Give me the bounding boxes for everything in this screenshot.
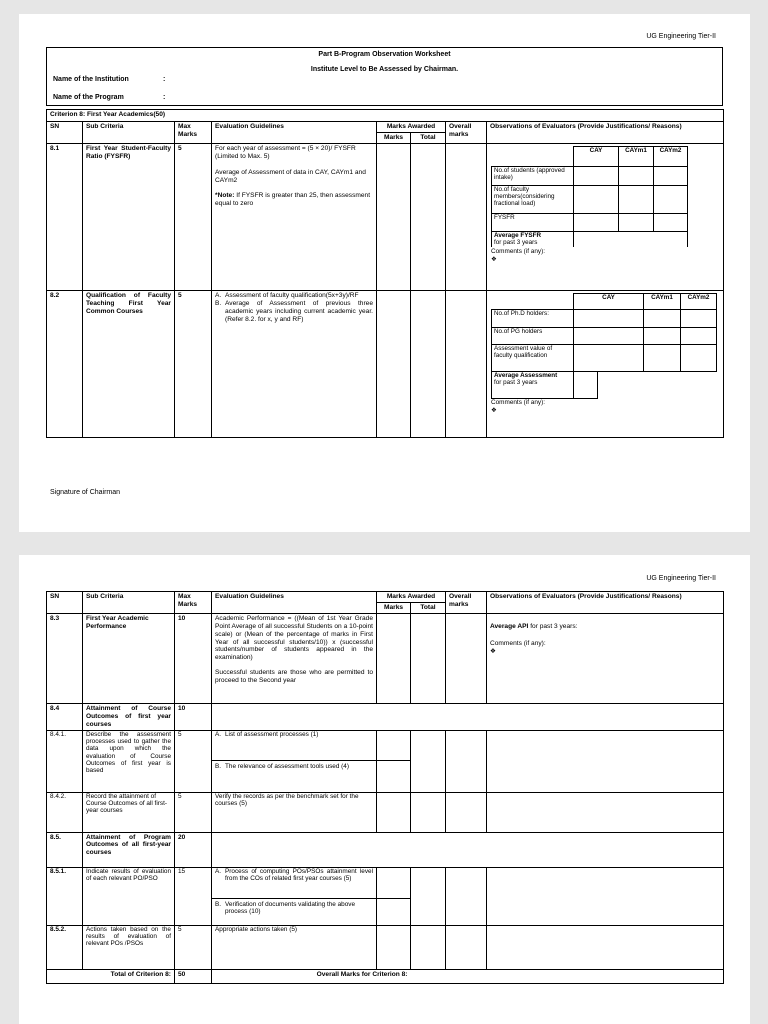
total-label: Total of Criterion 8:	[47, 969, 175, 983]
row-guidelines: Appropriate actions taken (5)	[212, 925, 377, 969]
table-row	[47, 925, 724, 969]
caym1-cell[interactable]	[644, 344, 681, 371]
overall-marks-field[interactable]	[446, 730, 487, 792]
document-page-2	[19, 555, 750, 1024]
row-label: FYSFR	[492, 213, 574, 231]
row-guidelines	[212, 613, 377, 703]
row-sn: 8.4.2.	[47, 792, 83, 832]
page-header: UG Engineering Tier-II	[646, 33, 716, 40]
col-sub-criteria: Sub Criteria	[83, 122, 175, 144]
row-sub-criteria: First Year Student-Faculty Ratio (FYSFR)	[83, 143, 175, 290]
cay-cell[interactable]	[574, 166, 619, 185]
col-total: Total	[411, 602, 446, 613]
row-max-marks: 20	[175, 832, 212, 867]
cay-cell[interactable]	[574, 185, 619, 213]
overall-marks-field[interactable]	[446, 925, 487, 969]
row-max-marks: 5	[175, 925, 212, 969]
cay-cell[interactable]	[574, 327, 644, 344]
observations-cell[interactable]	[487, 143, 724, 290]
caym2-cell[interactable]	[654, 166, 688, 185]
caym1-cell[interactable]	[644, 327, 681, 344]
comments-label: Comments (if any):	[490, 639, 546, 647]
observations-cell[interactable]	[487, 613, 724, 703]
total-field[interactable]	[411, 143, 446, 290]
row-sub-criteria: Attainment of Program Outcomes of all first-year courses	[83, 832, 175, 867]
comments: Comments (if any): ❖	[491, 398, 545, 414]
overall-marks-field[interactable]	[446, 143, 487, 290]
cay-cell[interactable]	[574, 213, 619, 231]
marks-field[interactable]	[377, 760, 411, 792]
col-marks: Marks	[377, 132, 411, 143]
criterion-8-table-page2	[46, 591, 724, 984]
total-value: 50	[175, 969, 212, 983]
row-guidelines: A. Assessment of faculty qualification(5x+3y)/RF B. Average of Assessment of previous three academic years including current academic year.(Refer 8.2. for x, y and RF)	[212, 290, 377, 437]
col-marks: Marks	[377, 602, 411, 613]
guideline-note: *Note: If FYSFR is greater than 25, then assessment equal to zero	[215, 192, 371, 208]
total-field[interactable]	[411, 792, 446, 832]
marks-field[interactable]	[377, 898, 411, 925]
fysfr-data-table	[491, 146, 717, 248]
total-field[interactable]	[411, 290, 446, 437]
total-row	[47, 969, 724, 983]
marks-field[interactable]	[377, 290, 411, 437]
row-label: No.of students (approved intake)	[492, 166, 574, 185]
table-row	[47, 613, 724, 703]
guideline-text: For each year of assessment = (5 × 20)/ FYSFR (Limited to Max. 5)	[215, 144, 356, 160]
marks-field[interactable]	[377, 792, 411, 832]
average-assessment-cell[interactable]	[574, 371, 598, 398]
worksheet-title: Part B-Program Observation Worksheet	[318, 51, 451, 58]
col-caym2: CAYm2	[681, 293, 717, 309]
col-total: Total	[411, 132, 446, 143]
row-label: Assessment value of faculty qualification	[492, 344, 574, 371]
col-overall-marks: Overall marks	[446, 592, 487, 614]
comments: Comments (if any): ❖	[491, 247, 545, 263]
row-sub-criteria: Indicate results of evaluation of each relevant PO/PSO	[83, 867, 175, 925]
col-marks-awarded: Marks Awarded	[377, 122, 446, 133]
col-sub-criteria: Sub Criteria	[83, 592, 175, 614]
row-sn: 8.5.	[47, 832, 83, 867]
table-row	[47, 832, 724, 867]
row-sn: 8.5.2.	[47, 925, 83, 969]
marks-field[interactable]	[377, 143, 411, 290]
row-max-marks: 5	[175, 730, 212, 792]
row-sn: 8.4.1.	[47, 730, 83, 792]
total-field[interactable]	[411, 925, 446, 969]
row-sub-criteria: First Year Academic Performance	[83, 613, 175, 703]
col-evaluation-guidelines: Evaluation Guidelines	[212, 592, 377, 614]
col-marks-awarded: Marks Awarded	[377, 592, 446, 603]
row-sn: 8.1	[47, 143, 83, 290]
marks-field[interactable]	[377, 613, 411, 703]
cay-cell[interactable]	[574, 344, 644, 371]
section-spacer	[212, 703, 724, 730]
total-field[interactable]	[411, 730, 446, 792]
criterion-8-table-page1	[46, 109, 724, 438]
overall-marks-field[interactable]	[446, 867, 487, 925]
caym2-cell[interactable]	[654, 213, 688, 231]
criterion-heading: Criterion 8: First Year Academics(50)	[47, 110, 724, 122]
col-evaluation-guidelines: Evaluation Guidelines	[212, 122, 377, 144]
col-sn: SN	[47, 592, 83, 614]
cay-cell[interactable]	[574, 309, 644, 327]
row-max-marks: 5	[175, 290, 212, 437]
guideline-text: Successful students are those who are permitted to proceed to the Second year	[215, 669, 373, 685]
qualification-data-table	[491, 293, 717, 399]
row-max-marks: 15	[175, 867, 212, 925]
table-row	[47, 730, 724, 760]
row-guidelines: A. List of assessment processes (1)	[212, 730, 377, 760]
average-api: Average API for past 3 years:	[490, 622, 578, 630]
row-sn: 8.2	[47, 290, 83, 437]
row-sn: 8.5.1.	[47, 867, 83, 925]
overall-marks-field[interactable]	[446, 613, 487, 703]
signature-of-chairman: Signature of Chairman	[50, 489, 121, 496]
col-cay: CAY	[574, 293, 644, 309]
col-max-marks: Max Marks	[175, 592, 212, 614]
caym2-cell[interactable]	[681, 344, 717, 371]
marks-field[interactable]	[377, 730, 411, 760]
table-row	[47, 792, 724, 832]
total-field[interactable]	[411, 613, 446, 703]
col-caym1: CAYm1	[644, 293, 681, 309]
row-label: No.of Ph.D holders:	[492, 309, 574, 327]
marks-field[interactable]	[377, 867, 411, 898]
row-max-marks: 5	[175, 143, 212, 290]
row-sn: 8.3	[47, 613, 83, 703]
total-field[interactable]	[411, 867, 446, 925]
caym1-cell[interactable]	[619, 185, 654, 213]
average-assessment-label: Average Assessment for past 3 years	[492, 371, 574, 398]
caym1-cell[interactable]	[644, 309, 681, 327]
col-observations: Observations of Evaluators (Provide Justifications/ Reasons)	[487, 122, 724, 144]
row-sub-criteria: Describe the assessment processes used to gather the data upon which the evaluation of Course Outcomes of first year is based	[83, 730, 175, 792]
row-sub-criteria: Actions taken based on the results of evaluation of relevant POs /PSOs	[83, 925, 175, 969]
caym1-cell[interactable]	[619, 213, 654, 231]
col-caym2: CAYm2	[654, 146, 688, 166]
overall-marks-field[interactable]	[446, 290, 487, 437]
caym2-cell[interactable]	[681, 309, 717, 327]
col-sn: SN	[47, 122, 83, 144]
caym2-cell[interactable]	[654, 185, 688, 213]
row-sub-criteria: Qualification of Faculty Teaching First Year Common Courses	[83, 290, 175, 437]
observations-cell[interactable]	[487, 792, 724, 832]
page-header: UG Engineering Tier-II	[646, 575, 716, 582]
col-caym1: CAYm1	[619, 146, 654, 166]
overall-marks-input[interactable]	[411, 969, 724, 983]
row-sn: 8.4	[47, 703, 83, 730]
overall-label-cell: Overall Marks for Criterion 8:	[212, 969, 411, 983]
col-observations: Observations of Evaluators (Provide Justifications/ Reasons)	[487, 592, 724, 614]
row-max-marks: 5	[175, 792, 212, 832]
average-fysfr-label: Average FYSFR for past 3 years	[492, 231, 574, 247]
row-max-marks: 10	[175, 703, 212, 730]
institution-label: Name of the Institution :	[53, 76, 166, 83]
caym1-cell[interactable]	[619, 166, 654, 185]
col-overall-marks: Overall marks	[446, 122, 487, 144]
caym2-cell[interactable]	[681, 327, 717, 344]
guideline-text: Average of Assessment of data in CAY, CAYm1 and CAYm2	[215, 168, 366, 184]
row-max-marks: 10	[175, 613, 212, 703]
table-row	[47, 290, 724, 437]
table-row	[47, 867, 724, 898]
row-sub-criteria: Attainment of Course Outcomes of first year courses	[83, 703, 175, 730]
average-fysfr-cell[interactable]	[574, 231, 688, 247]
document-page-1	[19, 14, 750, 532]
observations-cell[interactable]	[487, 730, 724, 792]
marks-field[interactable]	[377, 925, 411, 969]
worksheet-subtitle: Institute Level to Be Assessed by Chairman.	[310, 66, 459, 73]
observations-cell[interactable]	[487, 867, 724, 925]
worksheet-title-box	[46, 47, 723, 106]
col-cay: CAY	[574, 146, 619, 166]
observations-cell[interactable]	[487, 290, 724, 437]
overall-marks-field[interactable]	[446, 792, 487, 832]
row-label: No.of PG holders	[492, 327, 574, 344]
row-sub-criteria: Record the attainment of Course Outcomes of all first-year courses	[83, 792, 175, 832]
table-row	[47, 703, 724, 730]
observations-cell[interactable]	[487, 925, 724, 969]
row-guidelines: Verify the records as per the benchmark set for the courses (5)	[212, 792, 377, 832]
col-max-marks: Max Marks	[175, 122, 212, 144]
row-guidelines: B. The relevance of assessment tools used (4)	[212, 760, 377, 792]
bullet: ❖	[490, 647, 496, 655]
row-guidelines: A. Process of computing POs/PSOs attainment level from the COs of related first year courses (5)	[212, 867, 377, 898]
section-spacer	[212, 832, 724, 867]
row-label: No.of faculty members(considering fractional load)	[492, 185, 574, 213]
row-guidelines	[212, 143, 377, 290]
row-guidelines: B. Verification of documents validating the above process (10)	[212, 898, 377, 925]
guideline-text: Academic Performance = ((Mean of 1st Year Grade Point Average of all successful Students on a 10-point scale) or (Mean of the percentage of marks in First Year of all successful students/10)) x (successful students/number of students appeared in the examination)	[215, 614, 373, 662]
table-row	[47, 143, 724, 290]
program-label: Name of the Program :	[53, 94, 166, 101]
